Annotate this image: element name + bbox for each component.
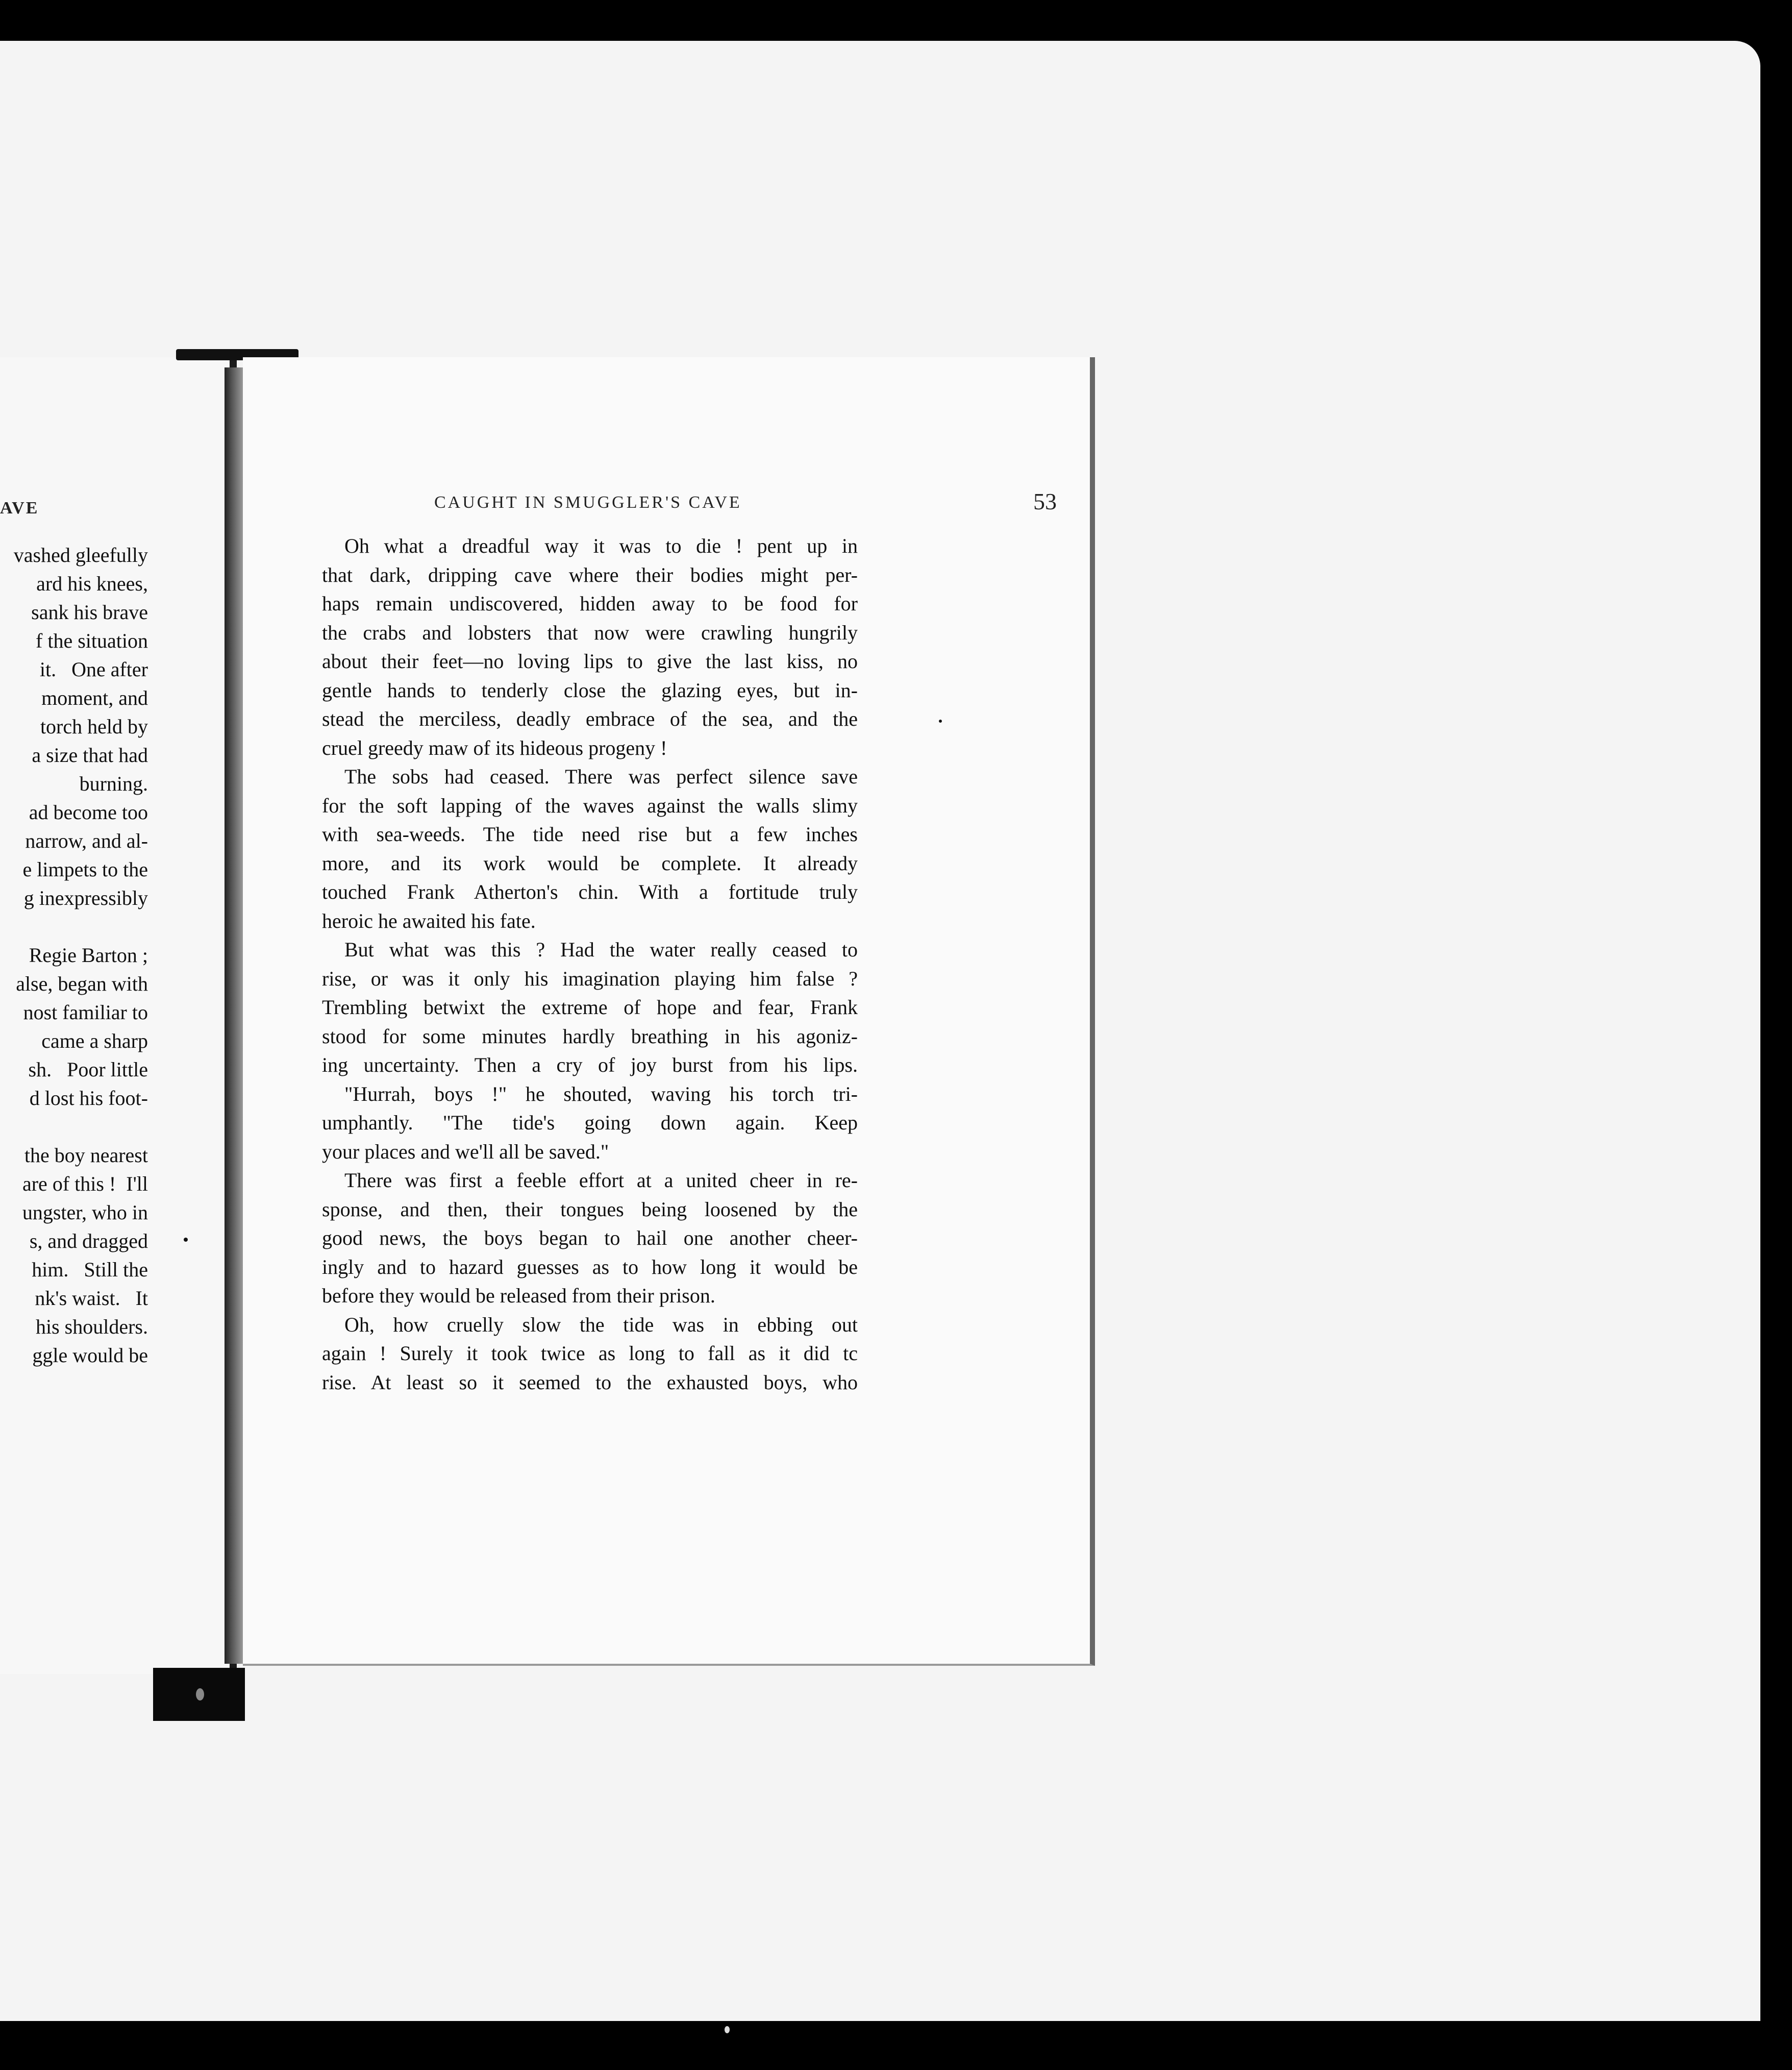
left-text-line: sank his brave	[31, 601, 148, 624]
text-line: gentle hands to tenderly close the glazing eyes, but in-	[322, 678, 858, 702]
text-line: ingly and to hazard guesses as to how long it would be	[322, 1255, 858, 1278]
left-text-line: d lost his foot-	[29, 1087, 148, 1110]
chapter-title: CAUGHT IN SMUGGLER'S CAVE	[434, 493, 742, 512]
left-text-line: burning.	[79, 772, 148, 795]
text-line: Oh, how cruelly slow the tide was in ebbing out	[344, 1313, 858, 1336]
left-text-line: f the situation	[36, 629, 148, 652]
left-text-line: it. One after	[39, 658, 148, 681]
left-text-line: alse, began with	[16, 972, 148, 995]
left-text-line: a size that had	[32, 744, 148, 767]
page-number: 53	[1033, 488, 1057, 514]
text-line: stead the merciless, deadly embrace of the sea, and the	[322, 707, 858, 730]
text-line: heroic he awaited his fate.	[322, 909, 536, 932]
text-line: sponse, and then, their tongues being loosened by the	[322, 1197, 858, 1221]
text-line: The sobs had ceased. There was perfect silence save	[344, 765, 858, 788]
left-text-line: him. Still the	[32, 1258, 148, 1281]
text-line: with sea-weeds. The tide need rise but a few inches	[322, 823, 858, 846]
left-text-line: torch held by	[40, 715, 148, 738]
text-line: cruel greedy maw of its hideous progeny !	[322, 736, 667, 759]
text-line: for the soft lapping of the waves against the walls slimy	[322, 794, 858, 817]
text-line: before they would be released from their prison.	[322, 1284, 715, 1307]
body-text	[322, 532, 858, 1397]
book-gutter	[225, 367, 243, 1664]
dust-speck	[184, 1238, 188, 1242]
left-page-text	[0, 541, 148, 1370]
bug-speck-icon	[196, 1688, 204, 1701]
left-text-line: g inexpressibly	[23, 886, 148, 909]
text-line: Trembling betwixt the extreme of hope and fear, Frank	[322, 996, 858, 1019]
left-text-line: ungster, who in	[22, 1201, 148, 1224]
text-line: haps remain undiscovered, hidden away to be food for	[322, 592, 858, 615]
text-line: more, and its work would be complete. It already	[322, 851, 858, 875]
left-text-line: vashed gleefully	[13, 544, 148, 566]
left-text-line: e limpets to the	[22, 858, 148, 881]
dust-speck	[939, 720, 942, 723]
left-text-line: ard his knees,	[36, 572, 148, 595]
left-page	[0, 357, 237, 1674]
text-line: Oh what a dreadful way it was to die ! pent up in	[344, 534, 858, 557]
text-line: stood for some minutes hardly breathing in his agoniz-	[322, 1024, 858, 1048]
text-line: rise. At least so it seemed to the exhausted boys, who	[322, 1370, 858, 1394]
left-text-line: narrow, and al-	[25, 829, 148, 852]
text-line: the crabs and lobsters that now were crawling hungrily	[322, 621, 858, 644]
text-line: good news, the boys began to hail one another cheer-	[322, 1226, 858, 1249]
text-line: about their feet—no loving lips to give the last kiss, no	[322, 650, 858, 673]
left-text-line: ggle would be	[32, 1344, 148, 1367]
text-line: that dark, dripping cave where their bodies might per-	[322, 563, 858, 586]
left-text-line: are of this ! I'll	[22, 1172, 148, 1195]
binding-tab-bottom	[153, 1668, 245, 1721]
text-line: umphantly. "The tide's going down again. Keep	[322, 1111, 858, 1134]
text-line: ing uncertainty. Then a cry of joy burst from his lips.	[322, 1053, 858, 1076]
right-page	[243, 357, 1095, 1666]
left-text-line: sh. Poor little	[28, 1058, 148, 1081]
left-text-line: Regie Barton ;	[29, 944, 148, 967]
text-line: again ! Surely it took twice as long to fall as it did tc	[322, 1342, 858, 1365]
left-text-line: the boy nearest	[24, 1144, 148, 1167]
left-text-line: moment, and	[41, 686, 148, 709]
left-text-line: came a sharp	[41, 1029, 148, 1052]
text-line: But what was this ? Had the water really ceased to	[344, 938, 858, 961]
running-head	[434, 488, 1057, 519]
dust-speck	[725, 2026, 730, 2033]
left-text-line: nk's waist. It	[35, 1287, 148, 1310]
left-text-line: nost familiar to	[23, 1001, 148, 1024]
left-text-line: s, and dragged	[29, 1229, 148, 1252]
text-line: rise, or was it only his imagination playing him false ?	[322, 967, 858, 990]
left-text-line	[0, 1113, 148, 1141]
left-text-line	[0, 913, 148, 941]
text-line: "Hurrah, boys !" he shouted, waving his torch tri-	[344, 1082, 858, 1105]
left-running-head: AVE	[0, 499, 39, 518]
text-line: There was first a feeble effort at a united cheer in re-	[344, 1169, 858, 1192]
left-text-line: ad become too	[29, 801, 148, 824]
left-text-line: his shoulders.	[36, 1315, 148, 1338]
text-line: your places and we'll all be saved."	[322, 1140, 609, 1163]
text-line: touched Frank Atherton's chin. With a fortitude truly	[322, 880, 858, 903]
